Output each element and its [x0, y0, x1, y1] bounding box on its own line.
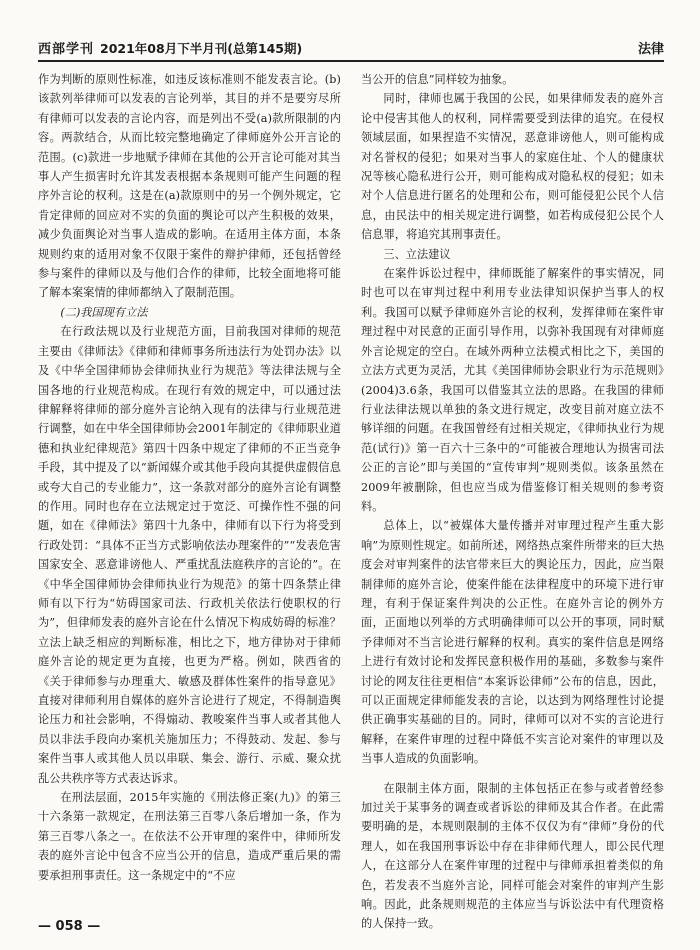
page-number: — 058 — — [38, 919, 101, 934]
section-heading: 三、立法建议 — [383, 247, 451, 261]
journal-title: 西部学刊 — [38, 42, 95, 57]
body-paragraph: 总体上，以“被媒体大量传播并对审理过程产生重大影响”为原则性规定。如前所述，网络热点案件所带来的巨大热度会对审判案件的法官带来巨大的舆论压力，因此，应当限制律师的庭外言论，使案件能在法律程度中的环境下进行审理，有利于保证案件判决的公正性。在庭外言论的例外方面，正面地以列举的方式明确律师可以公开的事项，同时赋予律师对不当言论进行解释的权利。真实的案件信息是网络上进行有效讨论和发挥民意积极作用的基础，多数参与案件讨论的网友往往更相信“本案诉讼律师”公布的信息，因此，可以正面规定律师能发表的言论，以达到为网络理性讨论提供正确事实基础的目的。同时，律师可以对不实的言论进行解释，在案件审理的过程中降低不实言论对案件的审理以及当事人造成的负面影响。 — [361, 519, 664, 766]
right-column — [361, 70, 664, 931]
subsection-heading: (二)我国现有立法 — [60, 305, 148, 319]
section-name: 法律 — [637, 42, 664, 57]
paragraph-gap — [361, 769, 664, 779]
body-paragraph: 同时，律师也属于我国的公民，如果律师发表的庭外言论中侵害其他人的权利，同样需要受到法律的追究。在侵权领域层面，如果捏造不实情况，恶意诽谤他人，则可能构成对名誉权的侵犯；如果对当事人的家庭住址、个人的健康状况等核心隐私进行公开，则可能构成对隐私权的侵犯；如未对个人信息进行匿名的处理和公布，则可能侵犯公民个人信息，由民法中的相关规定进行调整，如若构成侵犯公民个人信息罪，将追究其刑事责任。 — [361, 92, 664, 242]
body-paragraph: 在刑法层面，2015年实施的《刑法修正案(九)》的第三十六条第一款规定，在刑法第三百零八条后增加一条，作为第三百零八条之一。在依法不公开审理的案件中，律师所发表的庭外言论中包含不应当公开的信息，造成严重后果的需要承担刑事责任。这一条规定中的“不应 — [38, 791, 341, 882]
issue-info: 2021年08月下半月刊(总第145期) — [100, 41, 303, 56]
body-paragraph: 在行政法规以及行业规范方面，目前我国对律师的规范主要由《律师法》《律师和律师事务所违法行为处罚办法》以及《中华全国律师协会律师执业行为规范》等法律法规与全国各地的行业规范构成。在现行有效的规定中，可以通过法律解释将律师的部分庭外言论纳入现有的法律与行业规范进行调整，如在中华全国律师协会2001年制定的《律师职业道德和执业纪律规范》第四十四条中规定了律师的不正当竞争手段，其中提及了以“新闻媒介或其他手段向其提供虚假信息或夸大自己的专业能力”，这一条款对部分的庭外言论有调整的作用。同时也存在立法规定过于宽泛、可操作性不强的问题，如在《律师法》第四十九条中，律师有以下行为将受到行政处罚：“具体不正当方式影响依法办理案件的”“发表危害国家安全、恶意诽谤他人、严重扰乱法庭秩序的言论的”。在《中华全国律师协会律师执业行为规范》的第十四条禁止律师有以下行为“妨碍国家司法、行政机关依法行使职权的行为”，但律师发表的庭外言论在什么情况下构成妨碍的标准？立法上缺乏相应的判断标准，相比之下，地方律协对于律师庭外言论的规定更为直接，也更为严格。例如，陕西省的《关于律师参与办理重大、敏感及群体性案件的指导意见》直接对律师利用自媒体的庭外言论进行了规定，不得制造舆论压力和社会影响，不得煽动、教唆案件当事人或者其他人员以非法手段向办案机关施加压力；不得鼓动、发起、参与案件当事人或其他人员以串联、集会、游行、示威、聚众扰乱公共秩序等方式表达诉求。 — [38, 325, 341, 785]
body-paragraph: 作为判断的原则性标准，如违反该标准则不能发表言论。(b)该款列举律师可以发表的言论列举，其目的并不是要穷尽所有律师可以发表的言论内容，而是列出不受(a)款所限制的内容。两款结合，从而比较完整地确定了律师庭外公开言论的范围。(c)款进一步地赋予律师在其他的公开言论可能对其当事人产生损害时允许其发表根据本条规则可能产生问题的程序外言论的权利。这是在(a)款原则中的另一个例外规定，它肯定律师的回应对不实的负面的舆论可以产生积极的效果，减少负面舆论对当事人造成的影响。在适用主体方面，本条规则约束的适用对象不仅限于案件的辩护律师，还包括曾经参与案件的律师以及与他们合作的律师，比较全面地将可能了解本案案情的律师都纳入了限制范围。 — [38, 73, 341, 300]
running-header — [38, 38, 664, 62]
body-paragraph: 在限制主体方面，限制的主体包括正在参与或者曾经参加过关于某事务的调查或者诉讼的律师及其合作者。在此需要明确的是，本规则限制的主体不仅仅为有“律师”身份的代理人，如在我国刑事诉讼中存在非律师代理人，即公民代理人，在这部分人在案件审理的过程中与律师承担着类似的角色，若发表不当庭外言论，同样可能会对案件的审判产生影响。因此，此条规则规范的主体应当与诉讼法中有代理资格的人保持一致。 — [361, 781, 664, 931]
body-paragraph: 当公开的信息”同样较为抽象。 — [361, 73, 514, 86]
left-column — [38, 70, 341, 898]
body-paragraph: 在案件诉讼过程中，律师既能了解案件的事实情况，同时也可以在审判过程中利用专业法律知识保护当事人的权利。我国可以赋予律师庭外言论的权利，发挥律师在案件审理过程中对民意的正面引导作用，以弥补我国现有对律师庭外言论规定的空白。在域外两种立法模式相比之下，美国的立法方式更为灵活，尤其《美国律师协会职业行为示范规则》(2004)3.6条，我国可以借鉴其立法的思路。在我国的律师行业法律法规以单独的条文进行规定，改变目前对庭立法不够详细的问题。在我国曾经有过相关规定，《律师执业行为规范(试行)》第一百六十三条中的“可能被合理地认为损害司法公正的言论”即与美国的“宣传审判”规则类似。该条虽然在2009年被删除，但也应当成为借鉴修订相关规则的参考资料。 — [361, 267, 664, 513]
header-left — [38, 38, 302, 57]
